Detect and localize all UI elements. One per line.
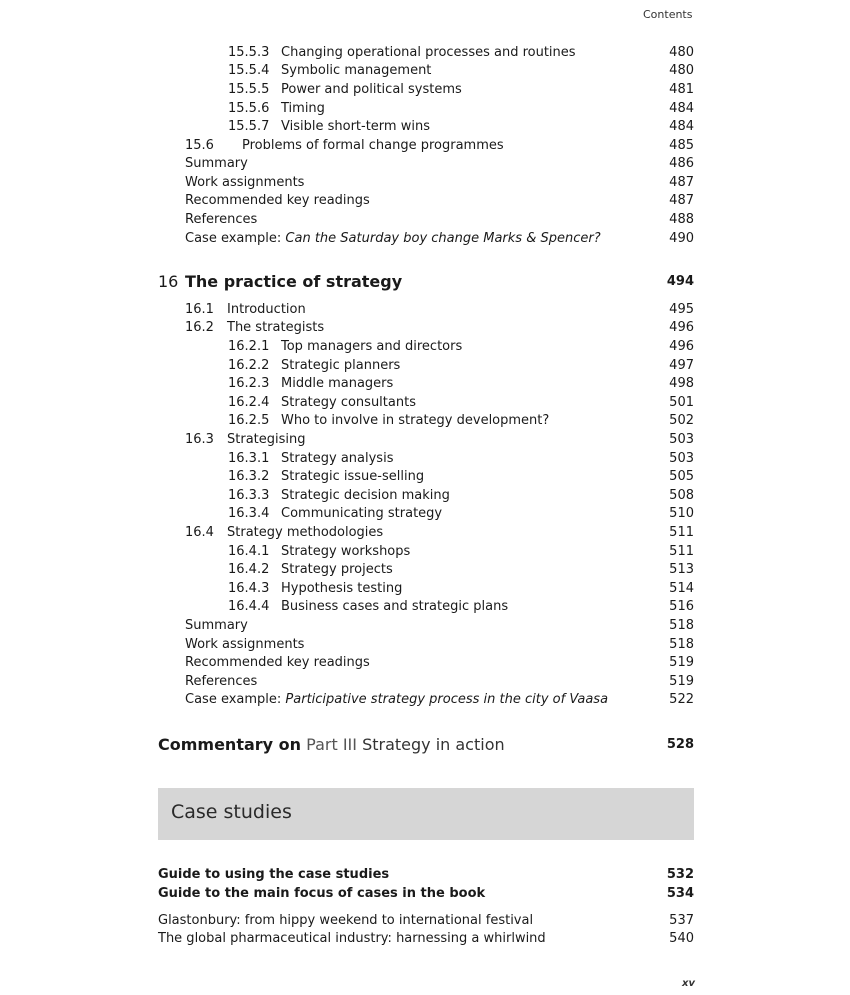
entry-number: 16.2.3 (228, 376, 270, 391)
entry-title: Communicating strategy (281, 506, 443, 521)
entry-number: 16.2.4 (228, 395, 270, 410)
entry-number: 16.4.3 (228, 581, 270, 596)
entry-number: 16.4.2 (228, 562, 270, 577)
entry-page: 534 (666, 886, 694, 901)
entry-title: Strategy consultants (281, 395, 416, 410)
toc-entry (0, 301, 850, 319)
entry-page: 502 (669, 413, 694, 428)
entry-title (185, 691, 608, 709)
entry-page: 481 (669, 82, 694, 97)
entry-page: 503 (669, 432, 694, 447)
entry-title: Summary (185, 156, 248, 171)
toc-entry (0, 580, 850, 598)
commentary-title: Strategy in action (362, 735, 505, 754)
entry-page: 511 (669, 544, 694, 559)
toc-entry (0, 450, 850, 468)
toc-entry (0, 468, 850, 486)
toc-entry (0, 338, 850, 356)
entry-title: Glastonbury: from hippy weekend to international festival (158, 913, 534, 928)
entry-title: Strategising (227, 432, 306, 447)
toc-entry (0, 44, 850, 62)
entry-page: 480 (669, 45, 694, 60)
toc-entry (0, 81, 850, 99)
entry-number: 15.5.3 (228, 45, 270, 60)
entry-page: 486 (669, 156, 694, 171)
case-title: Participative strategy process in the city of Vaasa (285, 692, 609, 707)
entry-title: Work assignments (185, 175, 305, 190)
toc-entry (0, 543, 850, 561)
case-title: Can the Saturday boy change Marks & Spencer? (285, 231, 601, 246)
entry-page: 518 (669, 618, 694, 633)
toc-entry (0, 505, 850, 523)
entry-page: 532 (666, 867, 694, 882)
entry-number: 16.3.1 (228, 451, 270, 466)
entry-title: Top managers and directors (281, 339, 463, 354)
entry-page: 503 (669, 451, 694, 466)
commentary-heading (158, 734, 694, 756)
entry-number: 15.6 (185, 138, 214, 153)
toc-entry (0, 100, 850, 118)
entry-page: 488 (669, 212, 694, 227)
entry-page: 513 (669, 562, 694, 577)
entry-title: Changing operational processes and routines (281, 45, 576, 60)
toc-entry (0, 357, 850, 375)
toc-entry (0, 866, 850, 884)
entry-number: 15.5.6 (228, 101, 270, 116)
entry-title: Work assignments (185, 637, 305, 652)
entry-title: Hypothesis testing (281, 581, 403, 596)
entry-title: Strategic issue-selling (281, 469, 425, 484)
entry-number: 16.3.4 (228, 506, 270, 521)
toc-entry (0, 654, 850, 672)
entry-page: 519 (669, 674, 694, 689)
entry-page: 505 (669, 469, 694, 484)
entry-title: References (185, 674, 258, 689)
entry-page: 516 (669, 599, 694, 614)
entry-page: 514 (669, 581, 694, 596)
banner-title: Case studies (171, 801, 292, 823)
entry-title: Guide to using the case studies (158, 867, 390, 882)
toc-entry (0, 375, 850, 393)
entry-number: 16.4.4 (228, 599, 270, 614)
entry-page: 519 (669, 655, 694, 670)
entry-page: 511 (669, 525, 694, 540)
entry-title: Strategy analysis (281, 451, 394, 466)
entry-page: 484 (669, 101, 694, 116)
running-head: Contents (643, 8, 693, 21)
entry-number: 16.4.1 (228, 544, 270, 559)
page-number: xv (682, 978, 695, 989)
toc-entry (0, 155, 850, 173)
entry-title (185, 230, 601, 248)
entry-page: 537 (669, 913, 694, 928)
entry-title: Strategic decision making (281, 488, 450, 503)
entry-title: Strategic planners (281, 358, 401, 373)
commentary-part: Part III (306, 735, 357, 754)
entry-page: 495 (669, 302, 694, 317)
entry-page: 496 (669, 339, 694, 354)
entry-number: 16.4 (185, 525, 214, 540)
entry-number: 16.1 (185, 302, 214, 317)
toc-entry (0, 394, 850, 412)
entry-page: 487 (669, 193, 694, 208)
entry-title: Recommended key readings (185, 655, 370, 670)
entry-number: 15.5.7 (228, 119, 270, 134)
entry-title: Strategy workshops (281, 544, 411, 559)
toc-entry (0, 691, 850, 709)
toc-entry (0, 62, 850, 80)
entry-number: 16.3.3 (228, 488, 270, 503)
entry-page: 540 (669, 931, 694, 946)
entry-title: Problems of formal change programmes (242, 138, 504, 153)
entry-title: Strategy projects (281, 562, 393, 577)
entry-number: 16.2.1 (228, 339, 270, 354)
entry-page: 487 (669, 175, 694, 190)
commentary-page: 528 (666, 737, 694, 752)
entry-title: Symbolic management (281, 63, 432, 78)
entry-page: 508 (669, 488, 694, 503)
entry-title: Visible short-term wins (281, 119, 430, 134)
toc-entry (0, 885, 850, 903)
entry-title: Recommended key readings (185, 193, 370, 208)
entry-title: References (185, 212, 258, 227)
toc-entry (0, 118, 850, 136)
entry-page: 498 (669, 376, 694, 391)
entry-title: The strategists (227, 320, 325, 335)
toc-entry (0, 431, 850, 449)
entry-title: Summary (185, 618, 248, 633)
chapter-heading (0, 271, 850, 293)
entry-number: 16.3 (185, 432, 214, 447)
toc-entry (0, 192, 850, 210)
entry-title: Guide to the main focus of cases in the book (158, 886, 486, 901)
toc-entry (0, 636, 850, 654)
entry-title: Middle managers (281, 376, 394, 391)
entry-page: 501 (669, 395, 694, 410)
toc-entry (0, 487, 850, 505)
entry-page: 485 (669, 138, 694, 153)
toc-entry (0, 174, 850, 192)
toc-entry (0, 230, 850, 248)
entry-page: 480 (669, 63, 694, 78)
entry-title: Power and political systems (281, 82, 462, 97)
toc-entry (0, 211, 850, 229)
toc-entry (0, 319, 850, 337)
toc-entry (0, 673, 850, 691)
entry-title: Who to involve in strategy development? (281, 413, 550, 428)
entry-title: Timing (281, 101, 325, 116)
chapter-page: 494 (666, 274, 694, 289)
entry-number: 15.5.5 (228, 82, 270, 97)
chapter-title: The practice of strategy (185, 272, 403, 291)
entry-title: Strategy methodologies (227, 525, 384, 540)
entry-number: 16.2 (185, 320, 214, 335)
section-banner (158, 788, 694, 840)
toc-entry (0, 598, 850, 616)
commentary-label: Commentary on (158, 735, 302, 754)
entry-number: 15.5.4 (228, 63, 270, 78)
entry-page: 497 (669, 358, 694, 373)
entry-number: 16.2.5 (228, 413, 270, 428)
chapter-number: 16 (158, 272, 179, 291)
entry-title: The global pharmaceutical industry: harnessing a whirlwind (158, 931, 546, 946)
entry-page: 484 (669, 119, 694, 134)
toc-entry (0, 561, 850, 579)
toc-entry (0, 617, 850, 635)
entry-title: Business cases and strategic plans (281, 599, 509, 614)
case-prefix: Case example: (185, 231, 286, 246)
toc-entry (0, 912, 850, 930)
toc-entry (0, 412, 850, 430)
entry-title: Introduction (227, 302, 306, 317)
toc-entry (0, 930, 850, 948)
toc-entry (0, 524, 850, 542)
entry-page: 518 (669, 637, 694, 652)
entry-page: 510 (669, 506, 694, 521)
case-prefix: Case example: (185, 692, 286, 707)
entry-page: 496 (669, 320, 694, 335)
entry-number: 16.3.2 (228, 469, 270, 484)
entry-page: 522 (669, 692, 694, 707)
entry-page: 490 (669, 231, 694, 246)
entry-number: 16.2.2 (228, 358, 270, 373)
toc-entry (0, 137, 850, 155)
